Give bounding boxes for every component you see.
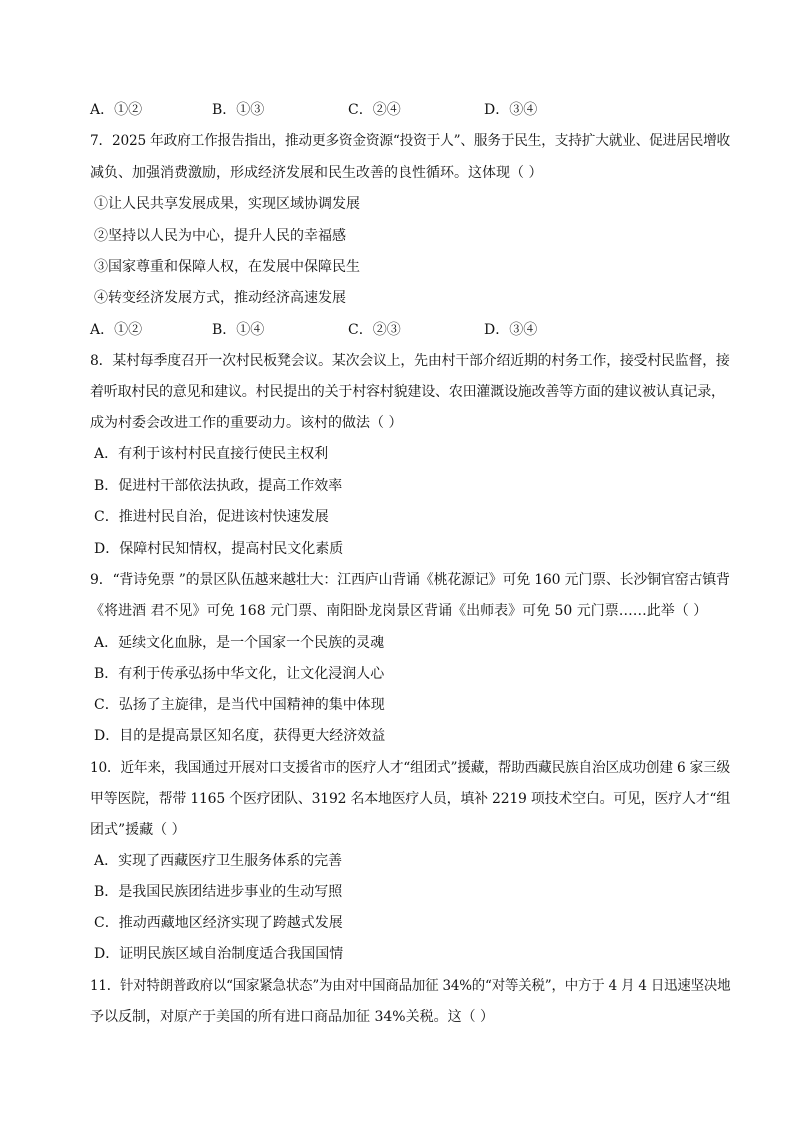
q7-options — [90, 320, 730, 340]
q6-options — [90, 100, 730, 120]
q8-option-b: B．促进村干部依法执政，提高工作效率 — [94, 478, 343, 494]
q7-statement-1: ①让人民共享发展成果，实现区域协调发展 — [94, 196, 360, 212]
q6-option-c: C．②④ — [348, 102, 401, 118]
q7-statement-3: ③国家尊重和保障人权，在发展中保障民生 — [94, 259, 360, 275]
q7-statement-2: ②坚持以人民为中心，提升人民的幸福感 — [94, 228, 346, 244]
q11-stem-line-2: 予以反制，对原产于美国的所有进口商品加征 34%关税。这（ ） — [90, 1009, 495, 1025]
q9-stem-line-1: 9．“背诗免票 ”的景区队伍越来越壮大：江西庐山背诵《桃花源记》可免 160 元门票、长沙铜官窑古镇背 — [90, 572, 730, 588]
q8-option-c: C．推进村民自治，促进该村快速发展 — [94, 509, 329, 525]
q7-option-b: B．①④ — [212, 322, 265, 338]
q6-option-a: A．①② — [90, 102, 143, 118]
q8-stem-line-3: 成为村委会改进工作的重要动力。该村的做法（ ） — [90, 415, 403, 431]
q7-statement-4: ④转变经济发展方式，推动经济高速发展 — [94, 290, 346, 306]
q7-option-a: A．①② — [90, 322, 143, 338]
q10-stem-line-2: 甲等医院，帮带 1165 个医疗团队、3192 名本地医疗人员，填补 2219 项技术空白。可见，医疗人才“组 — [90, 791, 731, 807]
q9-option-a: A．延续文化血脉，是一个国家一个民族的灵魂 — [94, 635, 385, 651]
q10-option-a: A．实现了西藏医疗卫生服务体系的完善 — [94, 853, 343, 869]
q10-option-b: B．是我国民族团结进步事业的生动写照 — [94, 884, 343, 900]
q7-stem-line-1: 7．2025 年政府工作报告指出，推动更多资金资源“投资于人”、服务于民生，支持扩大就业、促进居民增收 — [90, 133, 731, 149]
q6-option-b: B．①③ — [212, 102, 265, 118]
q10-option-c: C．推动西藏地区经济实现了跨越式发展 — [94, 915, 343, 931]
q9-stem-line-2: 《将进酒 君不见》可免 168 元门票、南阳卧龙岗景区背诵《出师表》可免 50 元门票……此举（ ） — [90, 603, 708, 619]
q11-stem-line-1: 11．针对特朗普政府以“国家紧急状态”为由对中国商品加征 34%的“对等关税”，中方于 4 月 4 日迅速坚决地 — [90, 978, 731, 994]
q10-option-d: D．证明民族区域自治制度适合我国国情 — [94, 946, 344, 962]
q7-option-d: D．③④ — [484, 322, 538, 338]
q10-stem-line-3: 团式”援藏（ ） — [90, 822, 186, 838]
q8-stem-line-2: 着听取村民的意见和建议。村民提出的关于村容村貌建设、农田灌溉设施改善等方面的建议被认真记录， — [90, 384, 725, 400]
q9-option-b: B．有利于传承弘扬中华文化，让文化浸润人心 — [94, 666, 385, 682]
q9-option-c: C．弘扬了主旋律，是当代中国精神的集中体现 — [94, 697, 385, 713]
q7-stem-line-2: 减负、加强消费激励，形成经济发展和民生改善的良性循环。这体现（ ） — [90, 165, 543, 181]
q6-option-d: D．③④ — [484, 102, 538, 118]
q10-stem-line-1: 10．近年来，我国通过开展对口支援省市的医疗人才“组团式”援藏，帮助西藏民族自治区成功创建 6 家三级 — [90, 760, 730, 776]
q9-option-d: D．目的是提高景区知名度，获得更大经济效益 — [94, 728, 386, 744]
q7-option-c: C．②③ — [348, 322, 401, 338]
q8-option-a: A．有利于该村村民直接行使民主权利 — [94, 446, 329, 462]
q8-option-d: D．保障村民知情权，提高村民文化素质 — [94, 541, 344, 557]
q8-stem-line-1: 8．某村每季度召开一次村民板凳会议。某次会议上，先由村干部介绍近期的村务工作，接受村民监督，接 — [90, 353, 730, 369]
